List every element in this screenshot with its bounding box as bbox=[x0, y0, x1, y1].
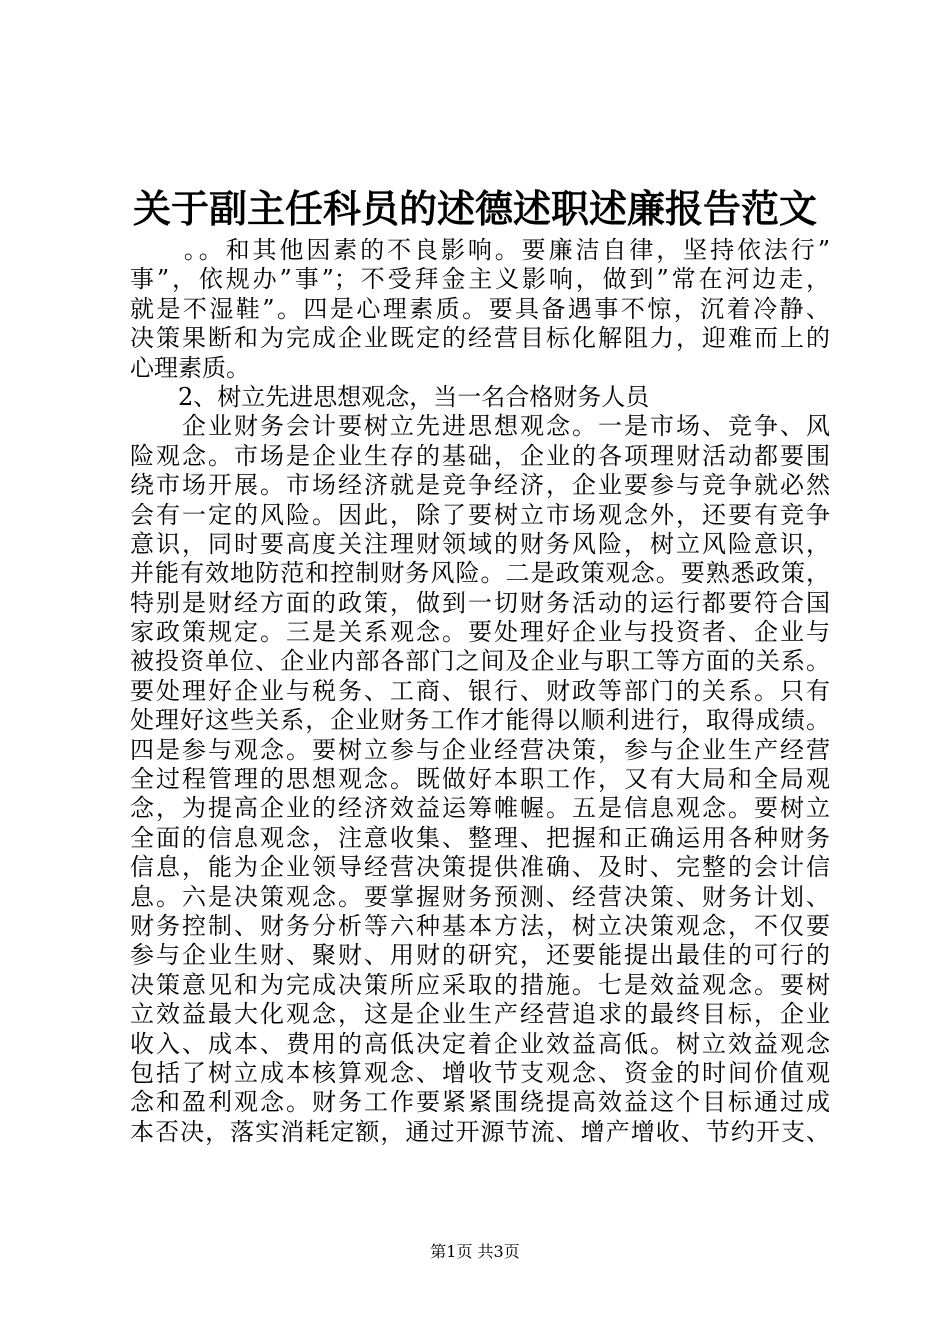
body-line: 意识，同时要高度关注理财领域的财务风险，树立风险意识， bbox=[130, 529, 830, 558]
body-line: 家政策规定。三是关系观念。要处理好企业与投资者、企业与 bbox=[130, 618, 830, 647]
document-title: 关于副主任科员的述德述职述廉报告范文 bbox=[132, 186, 817, 231]
body-line: 绕市场开展。市场经济就是竞争经济，企业要参与竞争就必然 bbox=[130, 471, 830, 500]
body-line: 参与企业生财、聚财、用财的研究，还要能提出最佳的可行的 bbox=[130, 941, 830, 970]
body-line: 念，为提高企业的经济效益运筹帷幄。五是信息观念。要树立 bbox=[130, 794, 830, 823]
body-line: 财务控制、财务分析等六种基本方法，树立决策观念，不仅要 bbox=[130, 911, 830, 940]
body-line: 本否决，落实消耗定额，通过开源节流、增产增收、节约开支、 bbox=[130, 1117, 830, 1146]
body-line: 。。和其他因素的不良影响。要廉洁自律，坚持依法行” bbox=[130, 236, 830, 264]
body-line: 会有一定的风险。因此，除了要树立市场观念外，还要有竞争 bbox=[130, 500, 830, 529]
body-line: 立效益最大化观念，这是企业生产经营追求的最终目标，企业 bbox=[130, 1000, 830, 1029]
body-line: 心理素质。 bbox=[130, 353, 250, 382]
body-line: 收入、成本、费用的高低决定着企业效益高低。树立效益观念 bbox=[130, 1029, 830, 1058]
body-line: 决策果断和为完成企业既定的经营目标化解阻力，迎难而上的 bbox=[130, 324, 830, 353]
body-line: 要处理好企业与税务、工商、银行、财政等部门的关系。只有 bbox=[130, 676, 830, 705]
body-line: 全过程管理的思想观念。既做好本职工作，又有大局和全局观 bbox=[130, 765, 830, 794]
body-line: 险观念。市场是企业生存的基础，企业的各项理财活动都要围 bbox=[130, 441, 830, 470]
body-line: 全面的信息观念，注意收集、整理、把握和正确运用各种财务 bbox=[130, 823, 830, 852]
body-line: 事”，依规办”事”；不受拜金主义影响，做到”常在河边走， bbox=[130, 265, 830, 294]
body-line: 四是参与观念。要树立参与企业经营决策，参与企业生产经营 bbox=[130, 735, 830, 764]
body-line: 企业财务会计要树立先进思想观念。一是市场、竞争、风 bbox=[130, 412, 830, 441]
body-line: 特别是财经方面的政策，做到一切财务活动的运行都要符合国 bbox=[130, 588, 830, 617]
body-line: 信息，能为企业领导经营决策提供准确、及时、完整的会计信 bbox=[130, 853, 830, 882]
body-line: 处理好这些关系，企业财务工作才能得以顺利进行，取得成绩。 bbox=[130, 706, 830, 735]
page-footer: 第1页 共3页 bbox=[430, 1242, 520, 1261]
body-line: 息。六是决策观念。要掌握财务预测、经营决策、财务计划、 bbox=[130, 882, 830, 911]
body-line: 念和盈利观念。财务工作要紧紧围绕提高效益这个目标通过成 bbox=[130, 1088, 830, 1117]
body-line: 就是不湿鞋”。四是心理素质。要具备遇事不惊，沉着冷静、 bbox=[130, 294, 830, 323]
body-line: 被投资单位、企业内部各部门之间及企业与职工等方面的关系。 bbox=[130, 647, 830, 676]
body-line: 决策意见和为完成决策所应采取的措施。七是效益观念。要树 bbox=[130, 970, 830, 999]
document-body bbox=[130, 236, 830, 1147]
body-line: 2、树立先进思想观念，当一名合格财务人员 bbox=[130, 382, 650, 411]
body-line: 包括了树立成本核算观念、增收节支观念、资金的时间价值观 bbox=[130, 1058, 830, 1087]
body-line: 并能有效地防范和控制财务风险。二是政策观念。要熟悉政策， bbox=[130, 559, 830, 588]
